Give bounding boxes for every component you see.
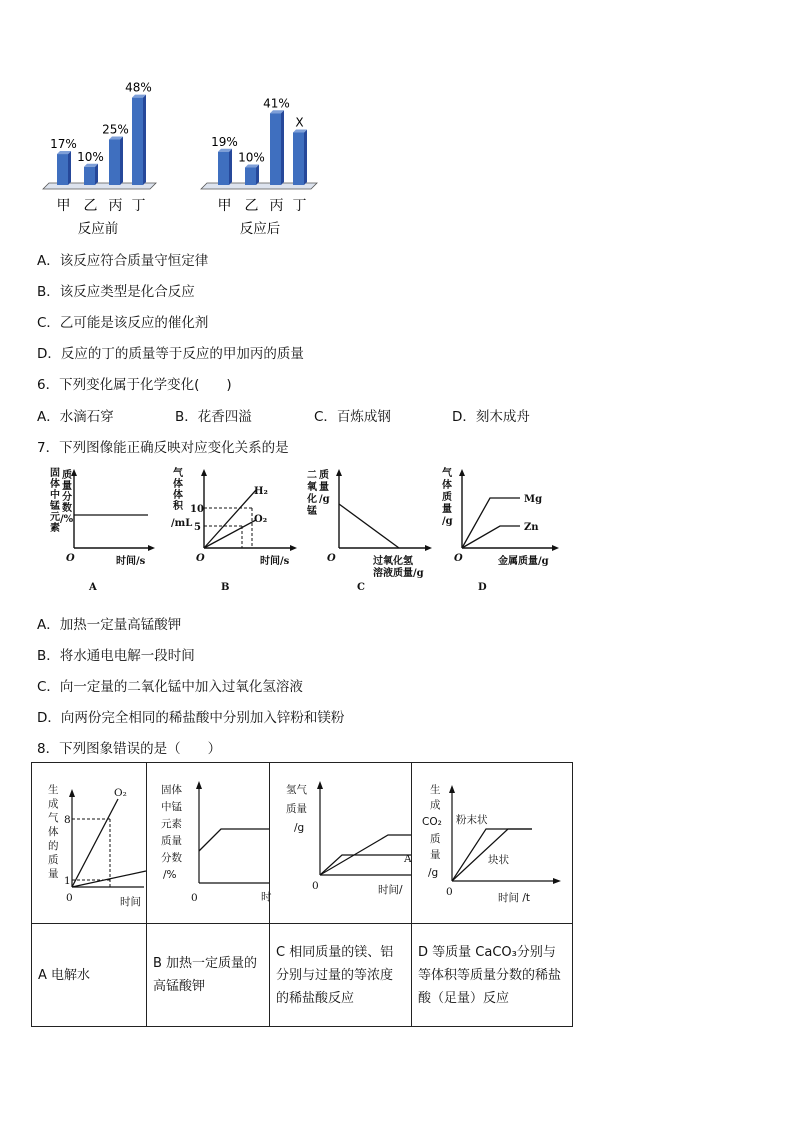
q8b-ylabel-line: /%	[163, 869, 177, 881]
q7-option-c: C．向一定量的二氧化锰中加入过氧化氢溶液	[37, 679, 303, 695]
q7d-mg-line	[462, 498, 520, 548]
q8c-xlabel: 时间/	[378, 884, 403, 896]
bar-before-1	[84, 167, 95, 185]
q8-graph-c	[270, 763, 411, 919]
bar-caption-before: 反应前	[77, 221, 119, 237]
q8-stem: 8．下列图象错误的是（ ）	[37, 741, 222, 757]
q6-stem: 6．下列变化属于化学变化( )	[37, 377, 232, 393]
bar-after-0	[218, 152, 229, 185]
q8b-ylabel-line: 元素	[161, 818, 182, 830]
bar-label-before-3: 48%	[125, 80, 152, 95]
q7d-mg-label: Mg	[524, 494, 543, 505]
bar-chart-before	[40, 80, 180, 240]
q7a-letter: A	[89, 582, 97, 593]
q8-caption-d: D 等质量 CaCO₃分别与等体积等质量分数的稀盐酸（足量）反应	[412, 924, 573, 1027]
q7c-ylabel-char: 二	[307, 470, 317, 481]
q6-option-b: B．花香四溢	[175, 409, 252, 425]
q8-graph-cell-d	[412, 763, 573, 924]
q7a-ylabel-char: 中	[50, 490, 60, 501]
q8d-ylabel-char: 成	[430, 799, 441, 811]
bar-label-after-1: 10%	[238, 150, 265, 165]
q7c-xlabel: 过氧化氢	[373, 556, 413, 567]
q7d-zn-label: Zn	[524, 522, 539, 533]
q8a-h2-line	[72, 871, 146, 887]
q8b-xlabel: 时	[261, 891, 272, 903]
q8b-ylabel-line: 固体	[161, 784, 182, 796]
q8-graph-cell-b	[147, 763, 270, 924]
q8-table	[31, 762, 573, 1027]
q8a-tick-1: 1	[64, 875, 71, 887]
q7c-ylabel-char: 量	[319, 482, 329, 493]
q8a-ylabel-char: 质	[48, 854, 59, 866]
q7-graph-b	[166, 466, 301, 596]
q5-option-c: C．乙可能是该反应的催化剂	[37, 315, 209, 331]
q8d-ylabel-char: CO₂	[422, 816, 442, 828]
bar-category-before-3: 丁	[131, 198, 146, 214]
bar-after-3	[293, 133, 304, 186]
q6-option-a: A．水滴石穿	[37, 409, 114, 425]
q8-graph-cell-c	[270, 763, 412, 924]
q7c-ylabel-char: 质	[319, 470, 329, 481]
q7a-ylabel-char: 体	[50, 479, 60, 490]
q6-option-c: C．百炼成钢	[314, 409, 391, 425]
q7-graph-a	[44, 466, 159, 596]
q7b-ylabel-char: 体	[173, 479, 183, 490]
bar-category-before-1: 乙	[83, 198, 98, 214]
q7c-letter: C	[357, 582, 365, 593]
q8a-tick-8: 8	[64, 814, 71, 826]
q8c-mg-line	[320, 855, 411, 875]
q8a-origin: 0	[66, 892, 73, 904]
bar-side-before	[68, 151, 71, 185]
bar-label-after-0: 19%	[211, 134, 238, 149]
bar-side-after	[256, 165, 259, 186]
q8a-xlabel: 时间	[120, 896, 141, 908]
q8-caption-c: C 相同质量的镁、铝分别与过量的等浓度的稀盐酸反应	[270, 924, 412, 1027]
q8-caption-a: A 电解水	[32, 924, 147, 1027]
bar-before-0	[57, 154, 68, 185]
bar-category-before-2: 丙	[108, 198, 123, 214]
q7c-ylabel-char: /g	[319, 494, 330, 505]
q7d-ylabel-char: 体	[442, 480, 452, 491]
q8a-ylabel-char: 的	[48, 840, 59, 852]
q7b-tick-10: 10	[190, 504, 204, 515]
bar-label-before-2: 25%	[102, 122, 129, 137]
bar-category-after-1: 乙	[244, 198, 259, 214]
bar-side-before	[120, 137, 123, 186]
q8-caption-b: B 加热一定质量的高锰酸钾	[147, 924, 270, 1027]
q7-option-d: D．向两份完全相同的稀盐酸中分别加入锌粉和镁粉	[37, 710, 345, 726]
q7d-zn-line	[462, 526, 520, 548]
bar-chart-after	[198, 80, 328, 240]
bar-side-after	[281, 110, 284, 185]
q7d-origin: O	[454, 553, 463, 564]
q7d-ylabel-char: 质	[442, 492, 452, 503]
q7c-xlabel2: 溶液质量/g	[373, 568, 424, 579]
q8c-ylabel-line: 氢气	[286, 784, 307, 796]
q7b-origin: O	[196, 553, 205, 564]
q7a-xlabel: 时间/s	[116, 556, 146, 567]
q7b-h2-label: H₂	[254, 486, 268, 497]
q7a-origin: O	[66, 553, 75, 564]
bar-side-before	[143, 95, 146, 185]
bar-side-after	[229, 149, 232, 185]
q7b-ylabel-char: 积	[173, 501, 183, 512]
q8d-ylabel-char: 生	[430, 784, 441, 796]
q7b-h2-line	[204, 490, 256, 548]
q7b-o2-label: O₂	[254, 514, 268, 525]
q7b-ylabel-char: /mL	[171, 518, 193, 529]
q8b-series-line	[199, 829, 269, 851]
bar-after-2	[270, 113, 281, 185]
q7-graph-d	[436, 466, 571, 596]
q7d-ylabel-char: 气	[442, 468, 452, 479]
bar-label-before-0: 17%	[50, 137, 77, 152]
q8d-ylabel-char: /g	[428, 867, 439, 879]
q7a-ylabel-char: 数	[62, 503, 72, 514]
q8a-o2-line	[72, 799, 118, 887]
bar-before-2	[109, 140, 120, 186]
q7b-o2-line	[204, 520, 256, 548]
bar-category-after-2: 丙	[269, 198, 284, 214]
q8d-powder-label: 粉末状	[456, 814, 488, 826]
q8c-origin: 0	[312, 880, 319, 892]
bar-side-after	[304, 130, 307, 186]
bar-after-1	[245, 168, 256, 186]
q8a-ylabel-char: 量	[48, 868, 59, 880]
q8-graph-d	[412, 763, 572, 919]
q6-option-d: D．刻木成舟	[452, 409, 530, 425]
q7c-origin: O	[327, 553, 336, 564]
q7a-ylabel-char: 质	[62, 470, 72, 481]
q7-option-b: B．将水通电电解一段时间	[37, 648, 195, 664]
q7a-ylabel-char: 固	[50, 468, 60, 479]
q8c-ylabel-line: 质量	[286, 803, 307, 815]
bar-category-after-0: 甲	[217, 198, 232, 214]
q8a-ylabel-char: 成	[48, 798, 59, 810]
q7a-ylabel-char: 锰	[50, 501, 60, 512]
q8d-ylabel-char: 量	[430, 849, 441, 861]
q8d-ylabel-char: 质	[430, 833, 441, 845]
q7c-series-line	[339, 504, 399, 548]
q7b-xlabel: 时间/s	[260, 556, 290, 567]
bar-category-after-3: 丁	[292, 198, 307, 214]
q7b-letter: B	[221, 582, 230, 593]
q5-option-a: A．该反应符合质量守恒定律	[37, 253, 209, 269]
q8a-o2-label: O₂	[114, 787, 127, 799]
q5-option-d: D．反应的丁的质量等于反应的甲加丙的质量	[37, 346, 304, 362]
q8a-ylabel-char: 生	[48, 784, 59, 796]
q8a-ylabel-char: 体	[48, 826, 59, 838]
q8-graph-a	[32, 763, 146, 919]
q7-stem: 7．下列图像能正确反映对应变化关系的是	[37, 440, 289, 456]
q8b-ylabel-line: 质量	[161, 835, 182, 847]
q7d-xlabel: 金属质量/g	[498, 556, 549, 567]
q8b-origin: 0	[191, 892, 198, 904]
q7a-ylabel-char: 量	[62, 481, 72, 492]
q7c-ylabel-char: 氧	[307, 482, 317, 493]
q8d-xlabel: 时间 /t	[498, 892, 530, 904]
q8d-block-label: 块状	[488, 854, 509, 866]
bar-label-before-1: 10%	[77, 149, 104, 164]
q7b-ylabel-char: 气	[173, 468, 183, 479]
q5-option-b: B．该反应类型是化合反应	[37, 284, 195, 300]
q8a-ylabel-char: 气	[48, 812, 59, 824]
q7d-ylabel-char: /g	[442, 516, 453, 527]
bar-label-after-3: X	[295, 115, 304, 130]
q8c-series-label: A	[404, 853, 412, 865]
q7-option-a: A．加热一定量高锰酸钾	[37, 617, 182, 633]
q7d-ylabel-char: 量	[442, 504, 452, 515]
bar-before-3	[132, 98, 143, 185]
bar-caption-after: 反应后	[239, 221, 281, 237]
bar-side-before	[95, 164, 98, 185]
q7b-ylabel-char: 体	[173, 490, 183, 501]
q7b-tick-5: 5	[194, 522, 201, 533]
q7a-ylabel-char: 分	[62, 492, 72, 503]
q8-graph-b	[147, 763, 272, 919]
q8-graph-cell-a	[32, 763, 147, 924]
q7a-ylabel-char: /%	[60, 514, 74, 525]
q7-graph-c	[303, 466, 438, 596]
q7a-ylabel-char: 素	[50, 523, 60, 534]
q8b-ylabel-line: 分数	[161, 852, 182, 864]
q8c-ylabel-line: /g	[294, 822, 305, 834]
q7d-letter: D	[478, 582, 487, 593]
q7c-ylabel-char: 化	[307, 494, 317, 505]
q8d-origin: 0	[446, 886, 453, 898]
q7c-ylabel-char: 锰	[307, 506, 317, 517]
bar-category-before-0: 甲	[56, 198, 71, 214]
bar-label-after-2: 41%	[263, 96, 290, 111]
q7a-ylabel-char: 元	[50, 512, 60, 523]
q8b-ylabel-line: 中锰	[161, 801, 182, 813]
